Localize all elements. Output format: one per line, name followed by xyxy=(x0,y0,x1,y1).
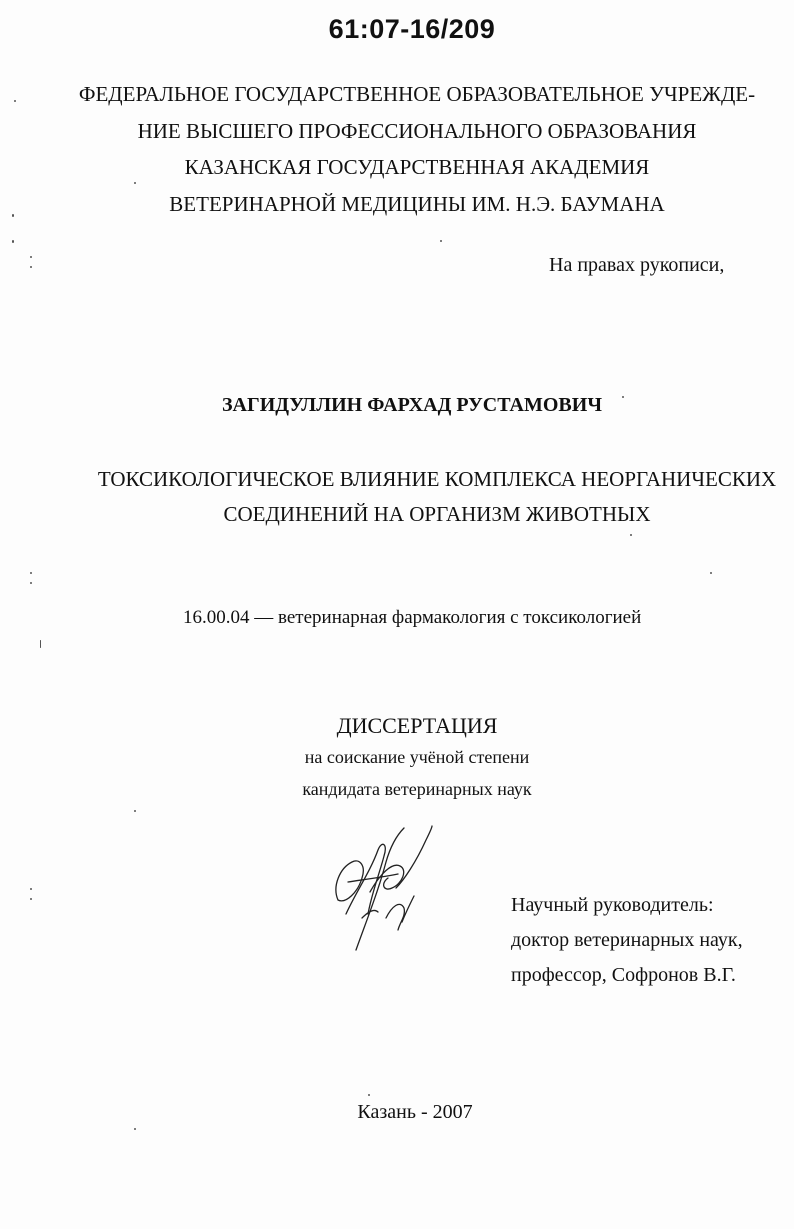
scan-speck xyxy=(30,572,32,574)
title-line: ТОКСИКОЛОГИЧЕСКОЕ ВЛИЯНИЕ КОМПЛЕКСА НЕОРГАНИЧЕСКИХ xyxy=(97,467,777,491)
call-number: 61:07-16/209 xyxy=(328,14,496,44)
dissertation-block xyxy=(0,711,794,805)
organization-line: ФЕДЕРАЛЬНОЕ ГОСУДАРСТВЕННОЕ ОБРАЗОВАТЕЛЬНОЕ УЧРЕЖДЕ- xyxy=(78,82,756,106)
scan-speck xyxy=(630,534,632,536)
scan-speck xyxy=(710,572,712,574)
scan-speck xyxy=(40,640,41,648)
scan-speck xyxy=(30,256,32,258)
specialty-code: 16.00.04 — ветеринарная фармакология с токсикологией xyxy=(183,607,642,628)
dissertation-heading: ДИССЕРТАЦИЯ xyxy=(336,713,498,738)
scan-speck xyxy=(30,898,32,900)
scan-speck xyxy=(12,214,14,217)
scan-speck xyxy=(134,182,136,184)
scan-speck xyxy=(622,396,624,398)
title-line: СОЕДИНЕНИЙ НА ОРГАНИЗМ ЖИВОТНЫХ xyxy=(223,502,651,526)
scan-speck xyxy=(30,582,32,584)
supervisor-line: Научный руководитель: xyxy=(511,894,714,916)
supervisor-block xyxy=(511,888,743,993)
scan-speck xyxy=(12,240,14,243)
scan-speck xyxy=(30,266,32,268)
author-name: ЗАГИДУЛЛИН ФАРХАД РУСТАМОВИЧ xyxy=(221,394,603,416)
dissertation-title xyxy=(40,462,794,532)
signature-image xyxy=(326,822,438,954)
organization-line: ВЕТЕРИНАРНОЙ МЕДИЦИНЫ ИМ. Н.Э. БАУМАНА xyxy=(169,191,665,216)
organization-line: НИЕ ВЫСШЕГО ПРОФЕССИОНАЛЬНОГО ОБРАЗОВАНИЯ xyxy=(137,118,697,143)
scan-speck xyxy=(134,810,136,812)
city-year: Казань - 2007 xyxy=(357,1101,473,1123)
scan-speck xyxy=(440,240,442,242)
scan-speck xyxy=(30,888,32,890)
scan-speck xyxy=(368,1094,370,1096)
organization-header xyxy=(60,76,774,222)
manuscript-note: На правах рукописи, xyxy=(549,254,725,276)
supervisor-line: доктор ветеринарных наук, xyxy=(511,929,743,951)
degree-line: на соискание учёной степени xyxy=(304,747,530,767)
supervisor-line: профессор, Софронов В.Г. xyxy=(511,964,736,986)
scan-speck xyxy=(14,100,16,102)
organization-line: КАЗАНСКАЯ ГОСУДАРСТВЕННАЯ АКАДЕМИЯ xyxy=(184,155,650,179)
degree-line: кандидата ветеринарных наук xyxy=(302,779,532,799)
scan-speck xyxy=(134,1128,136,1130)
